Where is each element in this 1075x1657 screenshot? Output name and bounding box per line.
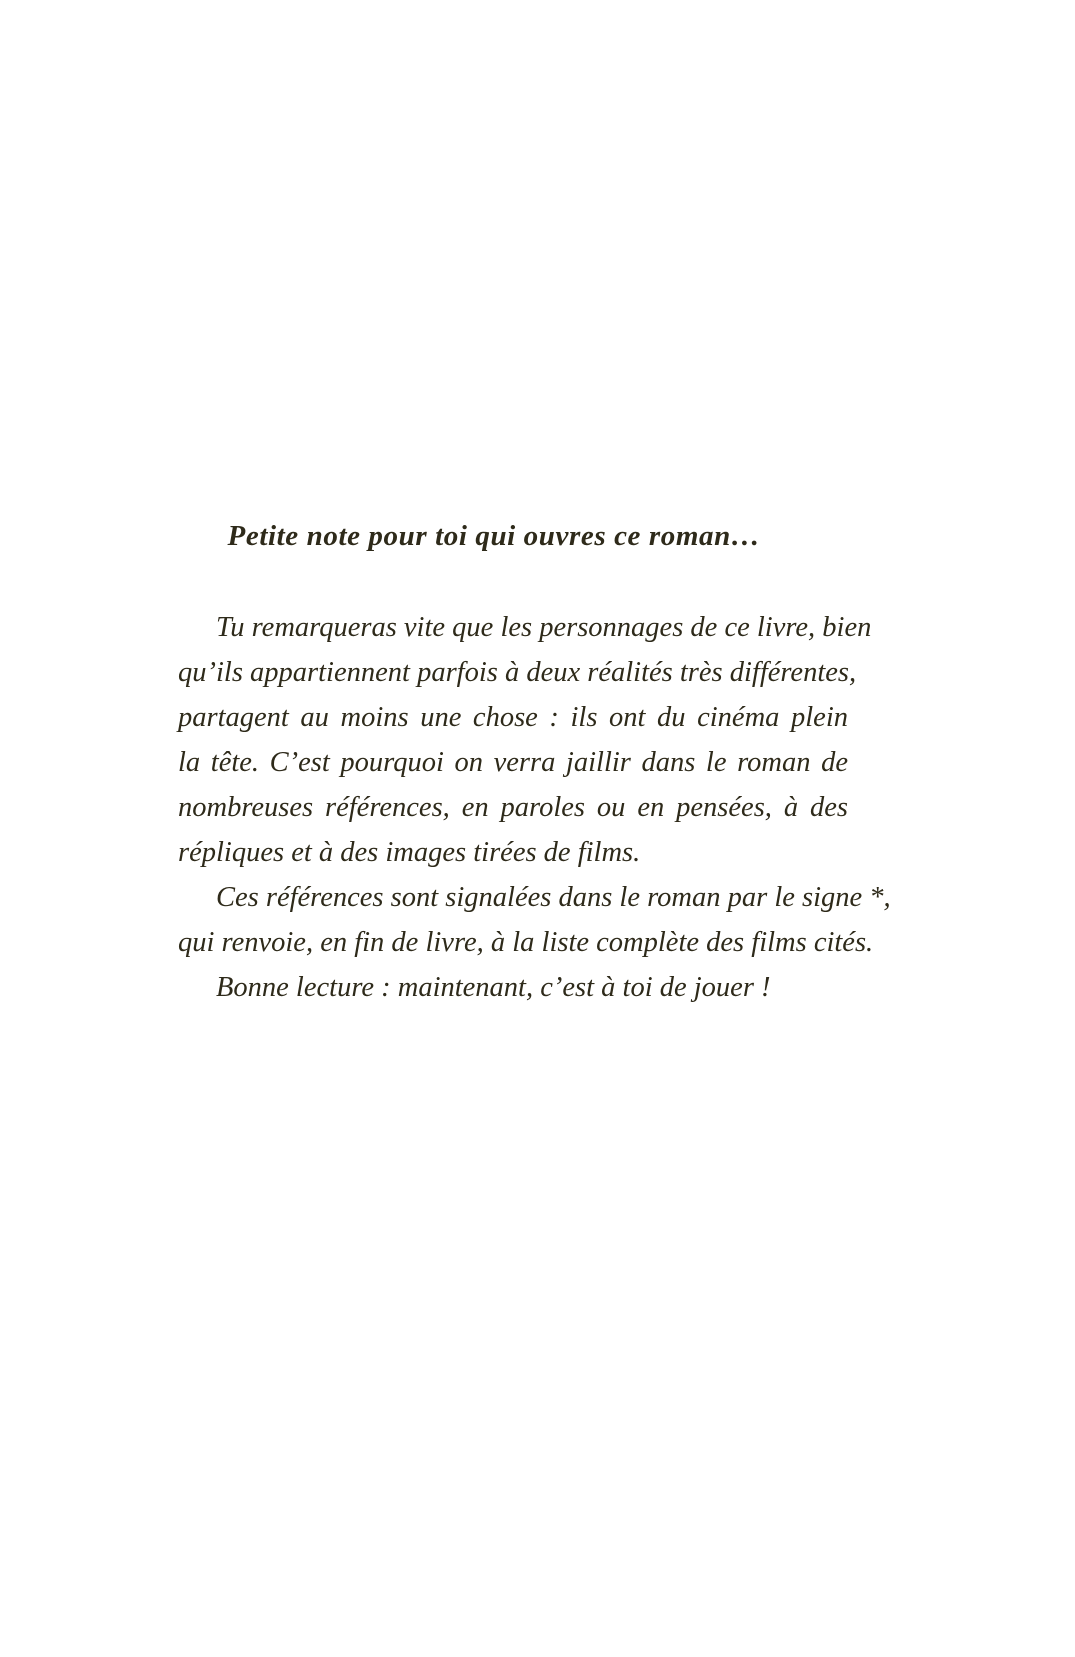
paragraph-intro (140, 605, 872, 875)
text-line: qui renvoie, en fin de livre, à la liste complète des films cités. (178, 927, 874, 958)
text-line: Bonne lecture : maintenant, c’est à toi de jouer ! (216, 972, 771, 1003)
text-line: Tu remarqueras vite que les personnages de ce livre, bien (216, 612, 872, 643)
note-title: Petite note pour toi qui ouvres ce roman… (227, 520, 761, 552)
text-line: partagent au moins une chose : ils ont du cinéma plein (178, 702, 848, 733)
text-line: nombreuses références, en paroles ou en pensées, à des (178, 792, 848, 823)
paragraph-closing (140, 965, 848, 1010)
text-line: répliques et à des images tirées de films. (178, 837, 641, 868)
text-line: Ces références sont signalées dans le roman par le signe *, (216, 882, 891, 913)
text-line: qu’ils appartiennent parfois à deux réalités très différentes, (178, 657, 857, 688)
note-body (140, 605, 891, 1010)
paragraph-references (140, 875, 891, 965)
text-line: la tête. C’est pourquoi on verra jaillir dans le roman de (178, 747, 848, 778)
